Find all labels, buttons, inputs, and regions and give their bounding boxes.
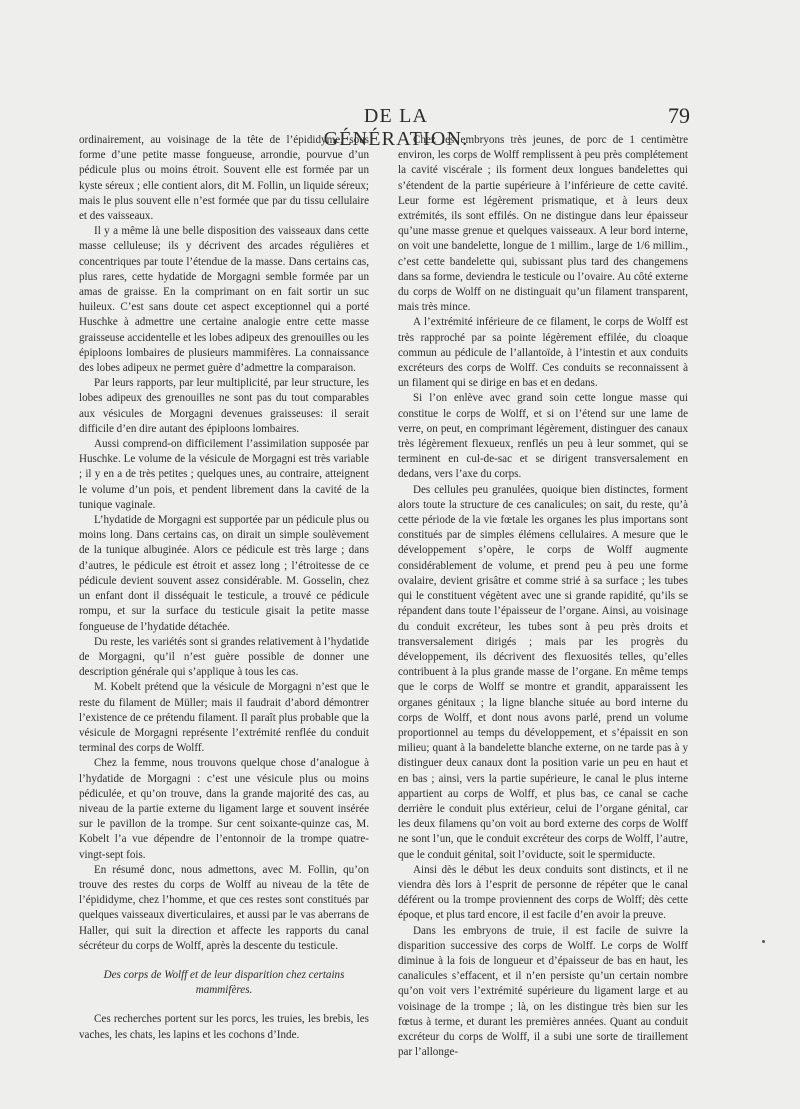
paragraph: M. Kobelt prétend que la vésicule de Morgagni n’est que le reste du filament de Müller; mais il faudrait d’abord démontrer l’existence de ce prétendu filament. Il paraît plus probable que la vésicule de Morgagni représente l’extrémité renflée du conduit terminal des corps de Wolff. (79, 681, 369, 755)
paragraph: Du reste, les variétés sont si grandes relativement à l’hydatide de Morgagni, qu’il n’est guère possible de donner une description générale qui s’applique à tous les cas. (79, 635, 369, 679)
paragraph: A l’extrémité inférieure de ce filament, le corps de Wolff est très rapproché par sa pointe légèrement effilée, du cloaque commun au pédicule de l’allantoïde, à l’intestin et aux conduits excréteurs des corps de Wolff. Ces conduits se reconnaissent à un filament qui se dirige en bas et en dedans. (398, 316, 688, 390)
paragraph: Chez les embryons très jeunes, de porc de 1 centimètre environ, les corps de Wolff remplissent à peu près complétement la cavité viscérale ; ils forment deux longues bandelettes qui s’étendent de la partie supérieure à l’inférieure de cette cavité. Leur forme est légèrement prismatique, et à leurs deux extrémités, ils sont effilés. On ne distingue dans leur épaisseur qu’une masse grenue et quelques vaisseaux. A leur bord interne, on voit une bandelette, longue de 1 millim., large de 1/6 millim., c’est cette bandelette qui, subissant plus tard des changemens dans sa forme, deviendra le testicule ou l’ovaire. Au côté externe du corps de Wolff on ne distinguait qu’un filament transparent, mais très mince. (398, 134, 688, 314)
paragraph: Ainsi dès le début les deux conduits sont distincts, et il ne viendra dès lors à l’esprit de personne de répéter que le canal déférent ou la trompe proviennent des corps de Wolff; dès cette époque, et plus tard encore, il est facile d’en avoir la preuve. (398, 863, 688, 922)
ink-speck (762, 940, 765, 943)
paragraph: Chez la femme, nous trouvons quelque chose d’analogue à l’hydatide de Morgagni : c’est une vésicule plus ou moins pédiculée, et qu’on trouve, dans la grande majorité des cas, au niveau de la partie externe du ligament large et souvent insérée sur le pavillon de la trompe. Sur cent soixante-quinze cas, M. Kobelt l’a vue dépendre de l’entonnoir de la trompe quatre-vingt-sept fois. (79, 757, 369, 861)
left-column (79, 133, 369, 1043)
page-number: 79 (668, 103, 690, 128)
paragraph: Si l’on enlève avec grand soin cette longue masse qui constitue le corps de Wolff, et si on l’étend sur une lame de verre, on peut, en comprimant légèrement, distinguer des canaux très légèrement flexueux, renflés un peu à leur sommet, qui se terminent en cul-de-sac et se dirigent transversalement en dedans, vers l’axe du corps. (398, 392, 688, 481)
section-heading: Des corps de Wolff et de leur disparition chez certains mammifères. (103, 968, 345, 997)
paragraph: Aussi comprend-on difficilement l’assimilation supposée par Huschke. Le volume de la vésicule de Morgagni est très variable ; il y en a de très petites ; quelques unes, au contraire, atteignent le volume d’un pois, et pendent librement dans la cavité de la tunique vaginale. (79, 438, 369, 511)
paragraph: L’hydatide de Morgagni est supportée par un pédicule plus ou moins long. Dans certains cas, on dirait un simple soulèvement de la tunique albuginée. Alors ce pédicule est très large ; dans d’autres, le pédicule est étroit et assez long ; l’étroitesse de ce pédicule devient souvent assez considérable. M. Gosselin, chez un enfant dont il disséquait le testicule, a trouvé ce pédicule rompu, et sur la surface du testicule gisait la petite masse fongueuse de l’hydatide détachée. (79, 514, 369, 633)
paragraph: Des cellules peu granulées, quoique bien distinctes, forment alors toute la structure de ces canalicules; on sait, du reste, qu’à cette période de la vie fœtale les organes les plus importans sont constitués par de simples élémens cellulaires. A mesure que le développement s’opère, le corps de Wolff augmente considérablement de volume, et prend peu à peu une forme ovalaire, devient grisâtre et comme strié à sa surface ; les tubes qui le constituent végètent avec une si grande rapidité, qu’ils se répandent dans toute l’épaisseur de l’organe. Ainsi, au voisinage du conduit excréteur, les tubes sont à peu près droits et transversalement dirigés ; mais par les progrès du développement, ils décrivent des flexuosités telles, qu’elles contribuent à la plus grande masse de l’organe. En même temps que le corps de Wolff se montre et grandit, apparaissent les organes génitaux ; la ligne blanche située au bord interne du corps de Wolff, et dont nous avons parlé, prend un volume proportionnel au temps du développement, et s’épaissit en son milieu; quant à la bandelette blanche externe, on ne tarde pas à y distinguer deux canaux dont la position varie un peu en haut et en bas ; ainsi, vers la partie supérieure, le canal le plus interne appartient au corps de Wolff, et plus bas, ce canal se cache derrière le conduit plus extérieur, celui de l’organe génital, car les deux filamens qu’on voit au bord externe des corps de Wolff ne sont l’un, que le conduit excréteur des corps de Wolff, l’autre, que le conduit génital, soit l’oviducte, soit le spermiducte. (398, 483, 688, 861)
paragraph: Par leurs rapports, par leur multiplicité, par leur structure, les lobes adipeux des grenouilles ne sont pas du tout comparables aux vésicules de Morgagni devenues graisseuses: il serait difficile d’en dire autant des épiploons lombaires. (79, 377, 369, 435)
right-column (398, 133, 688, 1060)
paragraph: Il y a même là une belle disposition des vaisseaux dans cette masse celluleuse; ils y décrivent des arcades régulières et concentriques par toute l’étendue de la masse. Dans certains cas, plus rares, cette hydatide de Morgagni semble formée par un amas de graisse. En la comprimant on en fait sortir un suc huileux. C’est sans doute cet aspect exceptionnel qui a porté Huschke à admettre une certaine analogie entre cette masse graisseuse accidentelle et les lobes adipeux des grenouilles ou les épiploons lombaires de plusieurs mammifères. La connaissance des lobes adipeux ne permet guère d’admettre la comparaison. (79, 225, 369, 375)
paragraph: ordinairement, au voisinage de la tête de l’épididyme, sous forme d’une petite masse fongueuse, arrondie, pourvue d’un pédicule plus ou moins étroit. Souvent elle est formée par un kyste séreux ; elle contient alors, dit M. Follin, un liquide séreux; mais le plus souvent elle n’est formée que par du tissu cellulaire et des vaisseaux. (79, 134, 369, 223)
paragraph: Ces recherches portent sur les porcs, les truies, les brebis, les vaches, les chats, les lapins et les cochons d’Inde. (79, 1013, 369, 1041)
paragraph: En résumé donc, nous admettons, avec M. Follin, qu’on trouve des restes du corps de Wolff au niveau de la tête de l’épididyme, chez l’homme, et que ces restes sont constitués par quelques vaisseaux diverticulaires, et aussi par le vas aberrans de Haller, qui suit la direction et affecte les rapports du canal sécréteur du corps de Wolff, après la descente du testicule. (79, 863, 369, 952)
running-title: DE LA GÉNÉRATION. (323, 105, 469, 150)
paragraph: Dans les embryons de truie, il est facile de suivre la disparition successive des corps de Wolff. Le corps de Wolff diminue à la fois de longueur et d’épaisseur de bas en haut, les canalicules s’effacent, et il n’en persiste qu’un certain nombre qu’on voit vers l’extrémité supérieure du ligament large et au voisinage de la trompe ; là, on les distingue très bien sur les fœtus à terme, et durant les premières années. Quant au conduit excréteur du corps de Wolff, il a subi une sorte de tiraillement par l’allonge- (398, 924, 688, 1059)
